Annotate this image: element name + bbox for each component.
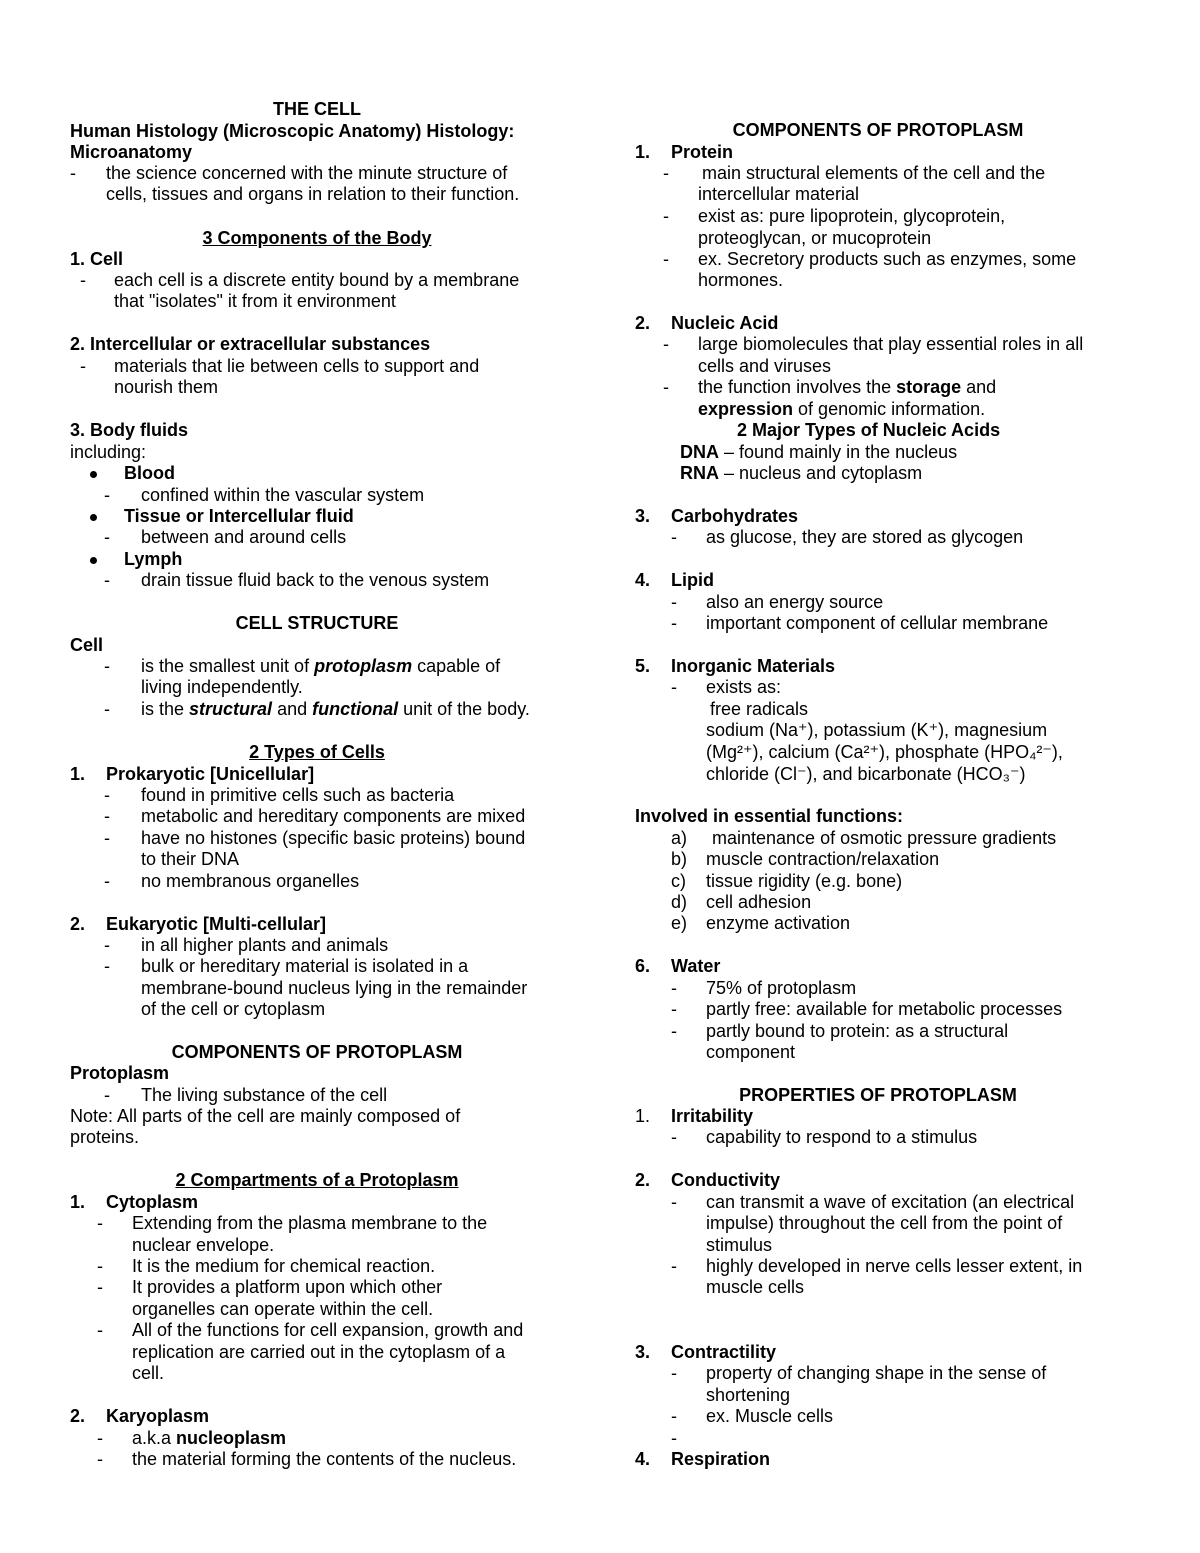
bullet-icon bbox=[90, 514, 97, 521]
page-title: THE CELL bbox=[273, 99, 361, 119]
dash: - bbox=[663, 249, 669, 269]
function-item: tissue rigidity (e.g. bone) bbox=[706, 871, 903, 891]
section-heading-components: COMPONENTS OF PROTOPLASM bbox=[732, 120, 1024, 140]
conductivity-desc: can transmit a wave of excitation (an electrical bbox=[706, 1192, 1075, 1212]
including-label: including: bbox=[70, 442, 147, 462]
dash: - bbox=[97, 1213, 103, 1233]
component-intercellular-desc-cont: nourish them bbox=[114, 377, 219, 397]
dash: - bbox=[671, 978, 677, 998]
dash: - bbox=[80, 356, 86, 376]
list-letter: e) bbox=[671, 913, 688, 933]
dash: - bbox=[671, 1428, 677, 1448]
type-eukaryotic: Eukaryotic [Multi-cellular] bbox=[106, 914, 327, 934]
dash: - bbox=[104, 699, 110, 719]
cell-definition-1-cont: living independently. bbox=[141, 677, 303, 697]
section-heading-body-components: 3 Components of the Body bbox=[202, 228, 432, 248]
cytoplasm-desc: All of the functions for cell expansion, growth and bbox=[132, 1320, 524, 1340]
cytoplasm-desc-cont: nuclear envelope. bbox=[132, 1235, 275, 1255]
water-desc: partly free: available for metabolic processes bbox=[706, 999, 1063, 1019]
dash: - bbox=[97, 1449, 103, 1469]
dash: - bbox=[671, 677, 677, 697]
component-lipid: Lipid bbox=[671, 570, 714, 590]
inorganic-desc-cont: chloride (Cl⁻), and bicarbonate (HCO₃⁻) bbox=[706, 764, 1026, 784]
dash: - bbox=[104, 806, 110, 826]
list-number: 2. bbox=[70, 1406, 86, 1426]
carbohydrates-desc: as glucose, they are stored as glycogen bbox=[706, 527, 1024, 547]
protoplasm-label: Protoplasm bbox=[70, 1063, 170, 1083]
dash: - bbox=[671, 1363, 677, 1383]
protein-desc-cont: proteoglycan, or mucoprotein bbox=[698, 228, 932, 248]
list-number: 2. bbox=[635, 313, 651, 333]
inorganic-desc-cont: (Mg²⁺), calcium (Ca²⁺), phosphate (HPO₄²⁻), bbox=[706, 742, 1063, 762]
property-conductivity: Conductivity bbox=[671, 1170, 781, 1190]
dash: - bbox=[97, 1277, 103, 1297]
dash: - bbox=[97, 1256, 103, 1276]
component-intercellular-desc: materials that lie between cells to support and bbox=[114, 356, 480, 376]
list-number: 2. bbox=[635, 1170, 651, 1190]
conductivity-desc: highly developed in nerve cells lesser extent, in bbox=[706, 1256, 1083, 1276]
list-number: 6. bbox=[635, 956, 651, 976]
water-desc: partly bound to protein: as a structural bbox=[706, 1021, 1009, 1041]
function-item: maintenance of osmotic pressure gradients bbox=[712, 828, 1057, 848]
dash: - bbox=[97, 1428, 103, 1448]
inorganic-desc-cont: free radicals bbox=[710, 699, 809, 719]
protoplasm-note: Note: All parts of the cell are mainly composed of bbox=[70, 1106, 461, 1126]
fluid-blood-desc: confined within the vascular system bbox=[141, 485, 425, 505]
eukaryotic-desc: in all higher plants and animals bbox=[141, 935, 389, 955]
conductivity-desc-cont: impulse) throughout the cell from the point of bbox=[706, 1213, 1063, 1233]
list-letter: a) bbox=[671, 828, 688, 848]
protein-desc-cont: hormones. bbox=[698, 270, 784, 290]
fluid-lymph-desc: drain tissue fluid back to the venous system bbox=[141, 570, 490, 590]
bullet-icon bbox=[90, 557, 97, 564]
contractility-desc: ex. Muscle cells bbox=[706, 1406, 834, 1426]
protoplasm-note-cont: proteins. bbox=[70, 1127, 140, 1147]
section-heading-properties: PROPERTIES OF PROTOPLASM bbox=[739, 1085, 1017, 1105]
list-number: 3. bbox=[635, 1342, 651, 1362]
dash: - bbox=[663, 377, 669, 397]
property-respiration: Respiration bbox=[671, 1449, 771, 1469]
list-number: 1. bbox=[70, 1192, 86, 1212]
dash: - bbox=[671, 1127, 677, 1147]
section-heading-components: COMPONENTS OF PROTOPLASM bbox=[171, 1042, 463, 1062]
prokaryotic-desc: have no histones (specific basic proteins) bound bbox=[141, 828, 526, 848]
compartment-karyoplasm: Karyoplasm bbox=[106, 1406, 210, 1426]
prokaryotic-desc: no membranous organelles bbox=[141, 871, 360, 891]
cell-label: Cell bbox=[70, 635, 104, 655]
function-item: enzyme activation bbox=[706, 913, 851, 933]
component-carbohydrates: Carbohydrates bbox=[671, 506, 799, 526]
dash: - bbox=[671, 1256, 677, 1276]
dash: - bbox=[671, 999, 677, 1019]
protein-desc: ex. Secretory products such as enzymes, some bbox=[698, 249, 1077, 269]
list-number: 1. bbox=[635, 142, 651, 162]
protein-desc-cont: intercellular material bbox=[698, 184, 860, 204]
property-irritability: Irritability bbox=[671, 1106, 754, 1126]
component-inorganic: Inorganic Materials bbox=[671, 656, 836, 676]
histology-heading-cont: Microanatomy bbox=[70, 142, 193, 162]
section-heading-compartments: 2 Compartments of a Protoplasm bbox=[175, 1170, 459, 1190]
fluid-tissue-desc: between and around cells bbox=[141, 527, 347, 547]
dash: - bbox=[671, 592, 677, 612]
component-cell: 1. Cell bbox=[70, 249, 124, 269]
dash: - bbox=[663, 334, 669, 354]
lipid-desc: important component of cellular membrane bbox=[706, 613, 1049, 633]
nucleic-acid-desc: large biomolecules that play essential roles in all bbox=[698, 334, 1084, 354]
dash: - bbox=[104, 871, 110, 891]
nucleic-acid-types-heading: 2 Major Types of Nucleic Acids bbox=[737, 420, 1001, 440]
list-number: 5. bbox=[635, 656, 651, 676]
function-item: muscle contraction/relaxation bbox=[706, 849, 940, 869]
nucleic-acid-desc-cont: expression of genomic information. bbox=[698, 399, 986, 419]
component-cell-desc: each cell is a discrete entity bound by a membrane bbox=[114, 270, 520, 290]
dash: - bbox=[671, 613, 677, 633]
irritability-desc: capability to respond to a stimulus bbox=[706, 1127, 978, 1147]
component-intercellular: 2. Intercellular or extracellular substances bbox=[70, 334, 431, 354]
type-prokaryotic: Prokaryotic [Unicellular] bbox=[106, 764, 315, 784]
prokaryotic-desc: metabolic and hereditary components are mixed bbox=[141, 806, 526, 826]
protoplasm-desc: The living substance of the cell bbox=[141, 1085, 388, 1105]
component-water: Water bbox=[671, 956, 721, 976]
fluid-blood: Blood bbox=[124, 463, 175, 483]
component-body-fluids: 3. Body fluids bbox=[70, 420, 189, 440]
list-letter: b) bbox=[671, 849, 688, 869]
dash: - bbox=[104, 828, 110, 848]
list-number: 2. bbox=[70, 914, 86, 934]
dash: - bbox=[80, 270, 86, 290]
histology-definition-cont: cells, tissues and organs in relation to their function. bbox=[106, 184, 520, 204]
dash: - bbox=[104, 1085, 110, 1105]
cell-definition-2: is the structural and functional unit of the body. bbox=[141, 699, 530, 719]
dash: - bbox=[104, 656, 110, 676]
nucleic-acid-dna: DNA – found mainly in the nucleus bbox=[680, 442, 958, 462]
nucleic-acid-rna: RNA – nucleus and cytoplasm bbox=[680, 463, 923, 483]
dash: - bbox=[104, 527, 110, 547]
dash: - bbox=[104, 956, 110, 976]
cytoplasm-desc-cont: organelles can operate within the cell. bbox=[132, 1299, 434, 1319]
prokaryotic-desc: found in primitive cells such as bacteria bbox=[141, 785, 455, 805]
cytoplasm-desc-cont: replication are carried out in the cytoplasm of a bbox=[132, 1342, 506, 1362]
dash: - bbox=[104, 570, 110, 590]
cytoplasm-desc: It is the medium for chemical reaction. bbox=[132, 1256, 436, 1276]
list-number: 3. bbox=[635, 506, 651, 526]
list-letter: d) bbox=[671, 892, 688, 912]
dash: - bbox=[671, 527, 677, 547]
property-contractility: Contractility bbox=[671, 1342, 777, 1362]
prokaryotic-desc-cont: to their DNA bbox=[141, 849, 240, 869]
bullet-icon bbox=[90, 471, 97, 478]
karyoplasm-desc: a.k.a nucleoplasm bbox=[132, 1428, 287, 1448]
dash: - bbox=[104, 935, 110, 955]
cell-definition-1: is the smallest unit of protoplasm capable of bbox=[141, 656, 501, 676]
dash: - bbox=[671, 1021, 677, 1041]
inorganic-desc: exists as: bbox=[706, 677, 782, 697]
dash: - bbox=[663, 206, 669, 226]
dash: - bbox=[671, 1192, 677, 1212]
lipid-desc: also an energy source bbox=[706, 592, 884, 612]
cytoplasm-desc: Extending from the plasma membrane to the bbox=[132, 1213, 488, 1233]
component-cell-desc-cont: that "isolates" it from it environment bbox=[114, 291, 396, 311]
protein-desc: main structural elements of the cell and the bbox=[702, 163, 1046, 183]
right-column bbox=[600, 0, 1200, 1553]
water-desc: 75% of protoplasm bbox=[706, 978, 857, 998]
list-letter: c) bbox=[671, 871, 686, 891]
conductivity-desc-cont: muscle cells bbox=[706, 1277, 805, 1297]
water-desc-cont: component bbox=[706, 1042, 796, 1062]
contractility-desc-cont: shortening bbox=[706, 1385, 791, 1405]
list-number: 1. bbox=[635, 1106, 651, 1126]
dash: - bbox=[97, 1320, 103, 1340]
cytoplasm-desc: It provides a platform upon which other bbox=[132, 1277, 443, 1297]
eukaryotic-desc: bulk or hereditary material is isolated in a bbox=[141, 956, 469, 976]
dash: - bbox=[104, 785, 110, 805]
component-protein: Protein bbox=[671, 142, 734, 162]
section-heading-cell-types: 2 Types of Cells bbox=[249, 742, 385, 762]
list-number: 4. bbox=[635, 570, 651, 590]
cytoplasm-desc-cont: cell. bbox=[132, 1363, 165, 1383]
section-heading-cell-structure: CELL STRUCTURE bbox=[235, 613, 399, 633]
essential-functions-heading: Involved in essential functions: bbox=[635, 806, 904, 826]
list-number: 4. bbox=[635, 1449, 651, 1469]
list-number: 1. bbox=[70, 764, 86, 784]
histology-definition: the science concerned with the minute structure of bbox=[106, 163, 508, 183]
fluid-tissue: Tissue or Intercellular fluid bbox=[124, 506, 354, 526]
component-nucleic-acid: Nucleic Acid bbox=[671, 313, 779, 333]
dash: - bbox=[671, 1406, 677, 1426]
inorganic-desc-cont: sodium (Na⁺), potassium (K⁺), magnesium bbox=[706, 720, 1048, 740]
dash: - bbox=[663, 163, 669, 183]
karyoplasm-desc: the material forming the contents of the nucleus. bbox=[132, 1449, 517, 1469]
compartment-cytoplasm: Cytoplasm bbox=[106, 1192, 199, 1212]
function-item: cell adhesion bbox=[706, 892, 812, 912]
nucleic-acid-desc-cont: cells and viruses bbox=[698, 356, 832, 376]
conductivity-desc-cont: stimulus bbox=[706, 1235, 773, 1255]
protein-desc: exist as: pure lipoprotein, glycoprotein, bbox=[698, 206, 1006, 226]
eukaryotic-desc-cont: membrane-bound nucleus lying in the remainder bbox=[141, 978, 528, 998]
contractility-desc: property of changing shape in the sense of bbox=[706, 1363, 1047, 1383]
fluid-lymph: Lymph bbox=[124, 549, 183, 569]
dash: - bbox=[104, 485, 110, 505]
histology-heading: Human Histology (Microscopic Anatomy) Histology: bbox=[70, 121, 515, 141]
nucleic-acid-desc: the function involves the storage and bbox=[698, 377, 997, 397]
eukaryotic-desc-cont: of the cell or cytoplasm bbox=[141, 999, 326, 1019]
dash: - bbox=[70, 163, 76, 183]
